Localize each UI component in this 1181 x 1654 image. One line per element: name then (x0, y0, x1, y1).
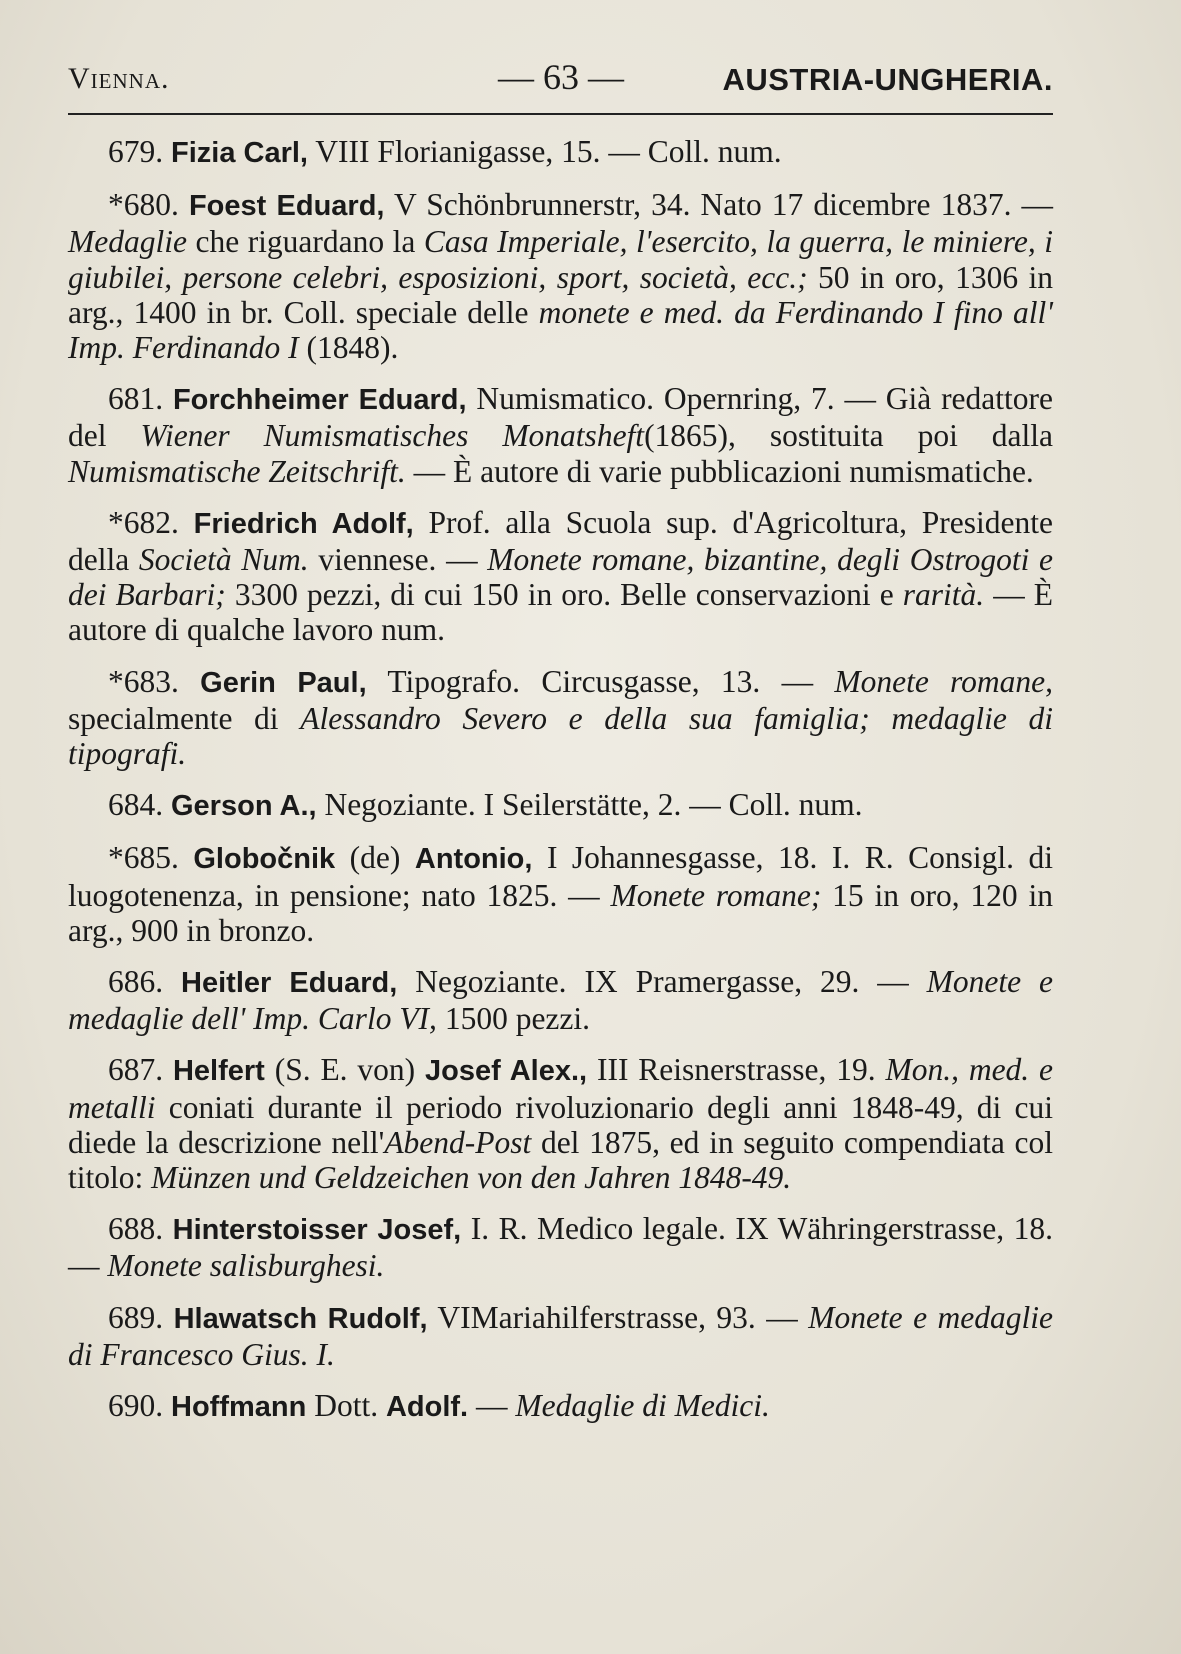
entry-683 (68, 664, 1053, 772)
entry-italic: Monete romane; (610, 877, 822, 913)
entry-text: che riguardano la (186, 224, 424, 260)
entry-italic: Abend-Post (384, 1124, 532, 1160)
entry-687 (68, 1052, 1053, 1195)
collector-name: Foest Eduard, (188, 190, 385, 223)
entry-text: — È autore di qualche lavoro num. (68, 577, 1053, 648)
entry-text: viennese. — (308, 542, 488, 578)
header-city: Vienna. (68, 62, 170, 95)
entry-number: *683. (108, 663, 179, 699)
entry-text: coniati durante il periodo rivoluzionario degli anni 1848-49, di cui diede la descrizione nell' (68, 1089, 1053, 1160)
entry-italic: Numismatische Zeitschrift. (68, 453, 406, 489)
collector-name: Heitler Eduard, (181, 967, 398, 1000)
entry-679 (68, 134, 1053, 171)
entry-text: 50 in oro, 1306 in arg., 1400 in br. Coll. speciale delle (68, 259, 1053, 330)
header-country: AUSTRIA-UNGHERIA. (722, 62, 1053, 97)
entry-685 (68, 840, 1053, 948)
collector-name: Adolf. (385, 1391, 469, 1424)
collector-name: Globočnik (193, 843, 336, 876)
entry-688 (68, 1211, 1053, 1283)
entry-italic: Medaglie (68, 224, 187, 260)
entry-italic: rarità. (902, 577, 985, 613)
entry-690 (68, 1388, 1053, 1425)
entry-text: Negoziante. IX Pramergasse, 29. — (397, 964, 927, 1000)
entry-text: I Johannesgasse, 18. I. R. Consigl. di luogotenenza, in pensione; nato 1825. — (68, 840, 1053, 913)
collector-name: Antonio, (414, 843, 533, 876)
entry-text: (S. E. von) (264, 1052, 426, 1088)
entry-680 (68, 187, 1053, 365)
entry-681 (68, 381, 1053, 489)
entry-italic: Monete e medaglie dell' Imp. Carlo VI, (68, 964, 1054, 1037)
entry-italic: Medaglie di Medici. (515, 1388, 770, 1424)
entry-italic: Monete romane, (834, 663, 1054, 699)
entry-text: III Reisnerstrasse, 19. (587, 1052, 886, 1088)
entry-number: 681. (108, 381, 164, 417)
entry-number: 688. (108, 1211, 164, 1247)
collector-name: Helfert (172, 1055, 265, 1088)
collector-name: Gerson A., (171, 790, 317, 823)
entry-text: VIII Florianigasse, 15. — Coll. num. (308, 134, 782, 169)
entry-italic: Casa Imperiale, l'esercito, la guerra, le miniere, i giubilei, persone celebri, esposizioni, sport, società, ecc.; (68, 224, 1053, 295)
entry-number: *680. (108, 187, 179, 223)
entry-italic: Alessandro Severo e della sua famiglia; medaglie di tipografi. (68, 700, 1053, 772)
collector-name: Josef Alex., (425, 1055, 588, 1088)
entry-italic: Münzen und Geldzeichen von den Jahren 1848-49. (151, 1160, 792, 1196)
entry-text: V Schönbrunnerstr, 34. Nato 17 dicembre 1837. — (384, 187, 1054, 223)
entry-text: 15 in oro, 120 in arg., 900 in bronzo. (68, 877, 1053, 948)
entry-number: *685. (108, 840, 179, 876)
collector-name: Hinterstoisser Josef, (172, 1214, 462, 1247)
entry-text: VIMariahilferstrasse, 93. — (427, 1299, 809, 1335)
entry-682 (68, 505, 1053, 648)
entry-number: 684. (108, 787, 164, 823)
collector-name: Friedrich Adolf, (193, 507, 414, 540)
entry-text: (1865), sostituita poi dalla (644, 418, 1053, 454)
entry-686 (68, 964, 1053, 1036)
entry-text: specialmente di (68, 700, 301, 736)
entry-text: 3300 pezzi, di cui 150 in oro. Belle conservazioni e (225, 577, 903, 613)
entry-number: 679. (108, 134, 164, 169)
entry-number: 686. (108, 964, 164, 1000)
entry-italic: Monete salisburghesi. (107, 1248, 385, 1284)
entry-italic: Monete romane, bizantine, degli Ostrogoti e dei Barbari; (68, 542, 1053, 613)
entry-italic: Mon., med. e metalli (68, 1052, 1054, 1125)
entry-number: 687. (108, 1052, 164, 1088)
entry-text: — (468, 1388, 516, 1424)
collector-name: Hlawatsch Rudolf, (173, 1302, 428, 1335)
entry-text: Prof. alla Scuola sup. d'Agricoltura, Presidente della (68, 504, 1053, 578)
entry-text: — È autore di varie pubblicazioni numismatiche. (405, 453, 1034, 489)
entry-text: 1500 pezzi. (436, 1001, 591, 1037)
entry-text: Negoziante. I Seilerstätte, 2. — Coll. num. (316, 787, 863, 823)
entry-italic: Società Num. (138, 542, 309, 578)
entry-number: 690. (108, 1388, 164, 1424)
entry-italic: Monete e medaglie di Francesco Gius. I. (68, 1299, 1054, 1372)
collector-name: Gerin Paul, (200, 666, 367, 699)
entry-text: Numismatico. Opernring, 7. — Già redattore del (68, 381, 1053, 454)
entry-text: (1848). (298, 330, 399, 366)
entry-number: 689. (108, 1299, 164, 1335)
entry-text: Tipografo. Circusgasse, 13. — (366, 663, 835, 699)
entry-text: (de) (335, 840, 415, 876)
entry-text: Dott. (306, 1388, 386, 1424)
entry-text: del 1875, ed in seguito compendiata col titolo: (68, 1124, 1053, 1196)
collector-name: Fizia Carl, (171, 137, 308, 169)
entry-689 (68, 1300, 1053, 1372)
running-header (68, 56, 1053, 104)
entry-text: I. R. Medico legale. IX Währingerstrasse, 18. — (68, 1211, 1054, 1284)
entry-684 (68, 787, 1053, 824)
entry-italic: monete e med. da Ferdinando I fino all' Imp. Ferdinando I (68, 294, 1053, 366)
entry-number: *682. (108, 504, 179, 540)
collector-name: Forchheimer Eduard, (172, 384, 467, 417)
entry-italic: Wiener Numismatisches Monatsheft (140, 418, 645, 454)
entries-list (68, 134, 1053, 1441)
page-number: — 63 — (498, 57, 624, 97)
collector-name: Hoffmann (171, 1391, 307, 1424)
header-rule (68, 113, 1053, 115)
